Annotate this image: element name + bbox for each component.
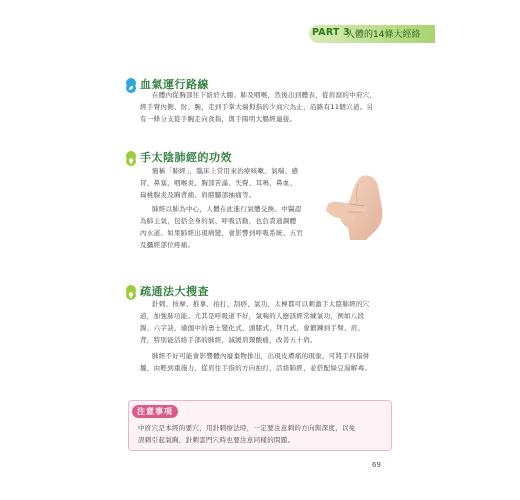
- leaf-icon-graphic: [126, 83, 136, 93]
- section-3-line: 針刺、按摩、推拿、拍打、刮痧、氣功，太極都可以刺激手太陰肺經的穴: [152, 300, 370, 308]
- chapter-part-label: PART 3: [312, 27, 350, 38]
- section-1-line: 在體內從胸部往下絡於大腸、肺及咽喉，然後出到體表，從肩窩的中府穴，: [152, 91, 377, 99]
- section-2-line: 冒、鼻塞、咽喉炎、胸部苦滿、失聲、耳鳴、鼻血、: [140, 179, 297, 187]
- bulb-icon: [126, 151, 136, 161]
- bulb-icon-graphic: [126, 290, 136, 300]
- caution-note-line: 誤刺引起氣胸，針刺雲門穴時也要注意同樣的問題。: [138, 436, 295, 444]
- section-2-line: 內水道。如果肺經出現病變，會影響到呼吸系統、五官: [140, 229, 304, 237]
- page-number: 69: [372, 461, 381, 469]
- section-title-lung-meridian-effects: 手太陰肺經的功效: [140, 151, 232, 164]
- hand-massage-photo: [320, 170, 390, 242]
- section-2-line: 為肺主氣，包括全身的氣、呼吸活動，也負責通調體: [140, 217, 297, 225]
- section-3-line: 肺經不好可能會影響體內廢棄物排出，出現皮膚痛的現象，可將手四指併: [152, 352, 370, 360]
- bulb-icon-graphic: [126, 156, 136, 166]
- section-1-line: 經手臂內側、肘、腕，走到手掌大端拇指的少商穴為止，沿路有11個穴道。另: [140, 103, 374, 111]
- section-2-line: 肺經以肺為中心，人體在此進行氣體交換。中醫認: [152, 205, 302, 213]
- leaf-icon: [126, 78, 136, 88]
- section-1-line: 有一條分支從手腕走向食指，與手陽明大腸經連接。: [140, 115, 297, 123]
- section-3-line: 錦、六字訣，瑜伽中的勇士變化式、頭膝式、拜月式，會鍛鍊到手臂、肩、: [140, 324, 365, 332]
- section-2-line: 扁桃腺炎及胸背痛、肩膀腳部抽痛等。: [140, 191, 256, 199]
- section-2-line: 簡稱「肺經」，臨床上常用來治療咳嗽、氣喘、感: [152, 167, 299, 175]
- section-3-line: 背，特別能活絡手部的肺經，減緩肩頸酸痛，改善五十肩。: [140, 336, 317, 344]
- section-title-unblocking-methods: 疏通法大搜查: [140, 285, 209, 298]
- section-3-line: 道，加強肺功能。尤其是呼吸道不好，氣喘的人應該經常練氣功，例如八段: [140, 312, 365, 320]
- bulb-icon: [126, 285, 136, 295]
- caution-note-line: 中府穴是本經的要穴，用針刺療法時，一定要注意刺的方向與深度，以免: [138, 424, 356, 432]
- caution-badge-label: 注意事項: [137, 407, 173, 416]
- section-2-line: 及攝經部位疼痛。: [140, 241, 195, 249]
- section-3-line: 攏，由輕到重施力，從肩往手指的方向拍打，活絡肺經，並搭配綠豆湯解毒。: [140, 364, 372, 372]
- section-title-blood-route: 血氣運行路線: [140, 78, 209, 91]
- chapter-title: 人體的14條大經絡: [346, 30, 421, 40]
